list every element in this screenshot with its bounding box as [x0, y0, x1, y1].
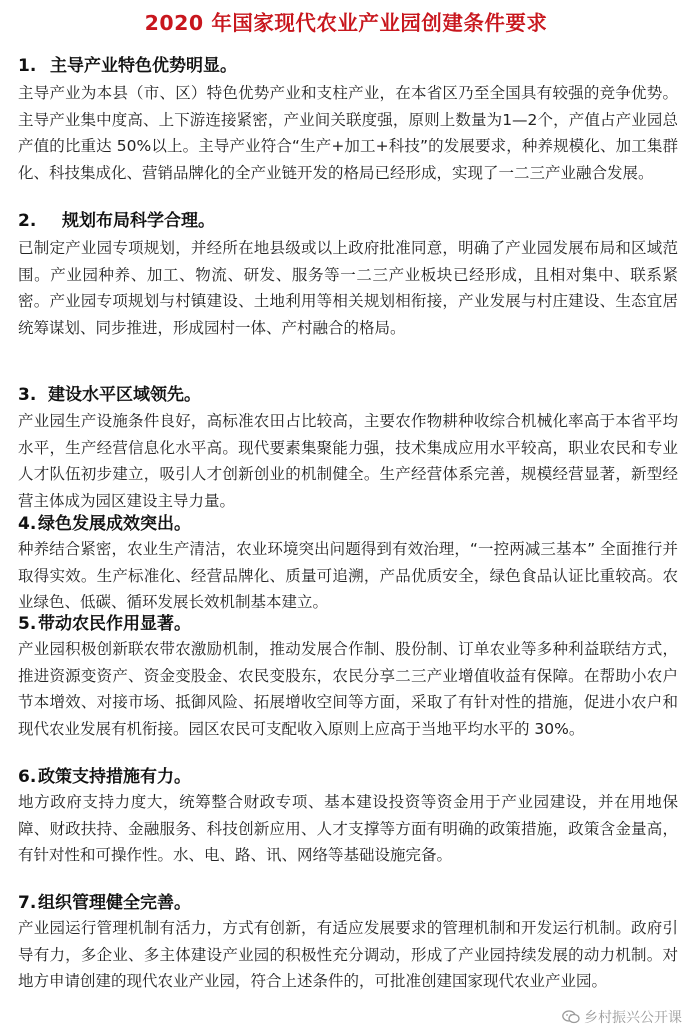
section-body-4: 种养结合紧密，农业生产清洁，农业环境突出问题得到有效治理，“一控两减三基本” 全面推行并取得实效。生产标准化、经营品牌化、质量可追溯，产品优质安全，绿色食品认证比重较高。农业绿色、低碳、循环发展长效机制基本建立。	[18, 540, 678, 612]
watermark-text: 乡村振兴公开课	[584, 1010, 682, 1026]
section-body-6: 地方政府支持力度大，统筹整合财政专项、基本建设投资等资金用于产业园建设，并在用地保障、财政扶持、金融服务、科技创新应用、人才支撑等方面有明确的政策措施，政策含金量高，有针对性和可操作性。水、电、路、讯、网络等基础设施完备。	[18, 793, 678, 865]
section-body-2: 已制定产业园专项规划，并经所在地县级或以上政府批准同意，明确了产业园发展布局和区域范围。产业园种养、加工、物流、研发、服务等一二三产业板块已经形成，且相对集中、联系紧密。产业园专项规划与村镇建设、土地利用等相关规划相衔接，产业发展与村庄建设、生态宜居统筹谋划、同步推进，形成园村一体、产村融合的格局。	[18, 239, 678, 337]
section-number: 1.	[18, 56, 37, 76]
section-number: 6.	[18, 767, 37, 787]
section-heading-3	[18, 383, 201, 407]
section-number: 7.	[18, 893, 37, 913]
section-title: 组织管理健全完善。	[38, 893, 191, 913]
section-title: 主导产业特色优势明显。	[50, 56, 237, 76]
section-number: 2.	[18, 211, 37, 231]
section-heading-1	[18, 54, 237, 78]
section-heading-7	[18, 891, 191, 915]
section-body-5: 产业园积极创新联农带农激励机制，推动发展合作制、股份制、订单农业等多种利益联结方式，推进资源变资产、资金变股金、农民变股东，农民分享二三产业增值收益有保障。在帮助小农户节本增效、对接市场、抵御风险、拓展增收空间等方面，采取了有针对性的措施，促进小农户和现代农业发展有机衔接。园区农民可支配收入原则上应高于当地平均水平的 30%。	[18, 640, 678, 738]
section-title: 带动农民作用显著。	[38, 614, 191, 634]
watermark	[562, 1007, 682, 1027]
section-number: 3.	[18, 385, 37, 405]
section-title: 政策支持措施有力。	[38, 767, 191, 787]
section-number: 4.	[18, 514, 37, 534]
section-heading-6	[18, 765, 191, 789]
section-body-1: 主导产业为本县（市、区）特色优势产业和支柱产业，在本省区乃至全国具有较强的竞争优势。主导产业集中度高、上下游连接紧密，产业间关联度强，原则上数量为1—2个，产值占产业园总产值的比重达 50%以上。主导产业符合“生产+加工+科技”的发展要求，种养规模化、加工集群化、科技集成化、营销品牌化的全产业链开发的格局已经形成，实现了一二三产业融合发展。	[18, 84, 678, 182]
section-body-3: 产业园生产设施条件良好，高标准农田占比较高，主要农作物耕种收综合机械化率高于本省平均水平，生产经营信息化水平高。现代要素集聚能力强，技术集成应用水平较高，职业农民和专业人才队伍初步建立，吸引人才创新创业的机制健全。生产经营体系完善，规模经营显著，新型经营主体成为园区建设主导力量。	[18, 412, 678, 510]
section-heading-2	[18, 209, 215, 233]
section-title: 绿色发展成效突出。	[38, 514, 191, 534]
section-heading-5	[18, 612, 191, 636]
page-title: 2020 年国家现代农业产业园创建条件要求	[144, 11, 548, 35]
section-body-7: 产业园运行管理机制有活力，方式有创新，有适应发展要求的管理机制和开发运行机制。政府引导有力，多企业、多主体建设产业园的积极性充分调动，形成了产业园持续发展的动力机制。对地方申请创建的现代农业产业园，符合上述条件的，可批准创建国家现代农业产业园。	[18, 919, 678, 991]
wechat-icon	[562, 1010, 580, 1024]
section-title: 建设水平区域领先。	[48, 385, 201, 405]
section-title: 规划布局科学合理。	[62, 211, 215, 231]
section-number: 5.	[18, 614, 37, 634]
section-heading-4	[18, 512, 191, 536]
